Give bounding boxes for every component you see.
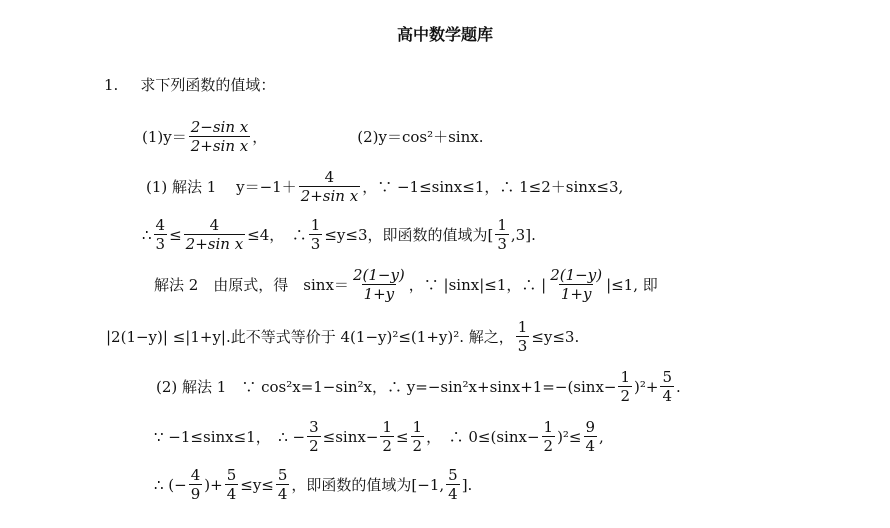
- text: ,3].: [510, 225, 536, 244]
- text: ∴ (−: [154, 475, 187, 494]
- fraction: $\frac{2(1-y)}{1+y}$: [550, 266, 603, 303]
- text: ≤: [169, 225, 182, 244]
- text: ∴: [142, 225, 152, 244]
- question-line: [104, 74, 275, 95]
- text: |2(1−y)| ≤|1+y|.此不等式等价于 4(1−y)²≤(1+y)². 解之，: [106, 328, 514, 346]
- problem-line: [142, 118, 484, 155]
- fraction: $\frac{1}{3}$: [517, 318, 528, 355]
- fraction: $\frac{9}{4}$: [585, 418, 596, 455]
- text: 解法 2 由原式，得 sinx＝: [154, 276, 349, 294]
- text: ].: [461, 475, 473, 494]
- fraction: $\frac{4}{\text{2+sin x}}$: [185, 216, 244, 253]
- text: )²+: [634, 377, 659, 396]
- text: ≤y≤3.: [531, 327, 580, 346]
- solution-line: [146, 168, 623, 205]
- fraction: $\frac{4}{\text{2+sin x}}$: [300, 168, 359, 205]
- fraction: $\frac{4}{3}$: [155, 216, 166, 253]
- fraction: $\frac{1}{2}$: [412, 418, 423, 455]
- text: ∵ −1≤sinx≤1， ∴ −: [154, 428, 306, 446]
- page-title: 高中数学题库: [396, 25, 493, 44]
- text: ，∵ −1≤sinx≤1，∴ 1≤2＋sinx≤3,: [362, 178, 624, 196]
- fraction: $\frac{1}{2}$: [543, 418, 554, 455]
- fraction: $\frac{2(1-y)}{1+y}$: [352, 266, 405, 303]
- text: .: [676, 377, 681, 396]
- question-number: 1.: [104, 75, 119, 94]
- text: ，: [252, 128, 268, 146]
- question-text: 求下列函数的值域：: [140, 76, 276, 94]
- text: ≤y≤3，即函数的值域为[: [324, 226, 494, 244]
- solution-line: [154, 266, 658, 303]
- fraction: $\frac{5}{4}$: [662, 368, 673, 405]
- fraction: $\frac{5}{4}$: [277, 466, 288, 503]
- text: ≤sinx−: [322, 427, 379, 446]
- fraction: $\frac{1}{2}$: [382, 418, 392, 455]
- text: )+: [204, 475, 223, 494]
- solution-line: [106, 318, 579, 355]
- solution-line: [142, 216, 536, 253]
- fraction: $\frac{1}{2}$: [620, 368, 631, 405]
- fraction: $\frac{5}{4}$: [226, 466, 237, 503]
- text: (1) 解法 1 y＝−1＋: [146, 178, 297, 196]
- text: ，∵ |sinx|≤1，∴ |: [408, 276, 547, 294]
- text: ,: [599, 427, 604, 446]
- text: ≤: [395, 427, 409, 446]
- solution-line: [154, 466, 472, 503]
- text: )²≤: [557, 427, 582, 446]
- fraction: $\frac{\text{2−sin x}}{\text{2+sin x}}$: [190, 118, 249, 155]
- text: |≤1, 即: [606, 276, 658, 294]
- text: (2) 解法 1 ∵ cos²x=1−sin²x，∴ y=−sin²x+sinx+1=−(sinx−: [156, 378, 617, 396]
- text: ，即函数的值域为[−1,: [291, 476, 445, 494]
- fraction: $\frac{5}{4}$: [448, 466, 458, 503]
- solution-line: [156, 368, 681, 405]
- text: ， ∴ 0≤(sinx−: [426, 428, 540, 446]
- fraction: $\frac{4}{9}$: [190, 466, 201, 503]
- solution-line: [154, 418, 604, 455]
- fraction: $\frac{3}{2}$: [309, 418, 319, 455]
- text: ≤4， ∴: [247, 226, 307, 244]
- text: ≤y≤: [240, 475, 274, 494]
- fraction: $\frac{1}{3}$: [497, 216, 507, 253]
- text: (2)y＝cos²＋sinx.: [357, 128, 484, 146]
- fraction: $\frac{1}{3}$: [310, 216, 321, 253]
- text: (1)y＝: [142, 128, 187, 146]
